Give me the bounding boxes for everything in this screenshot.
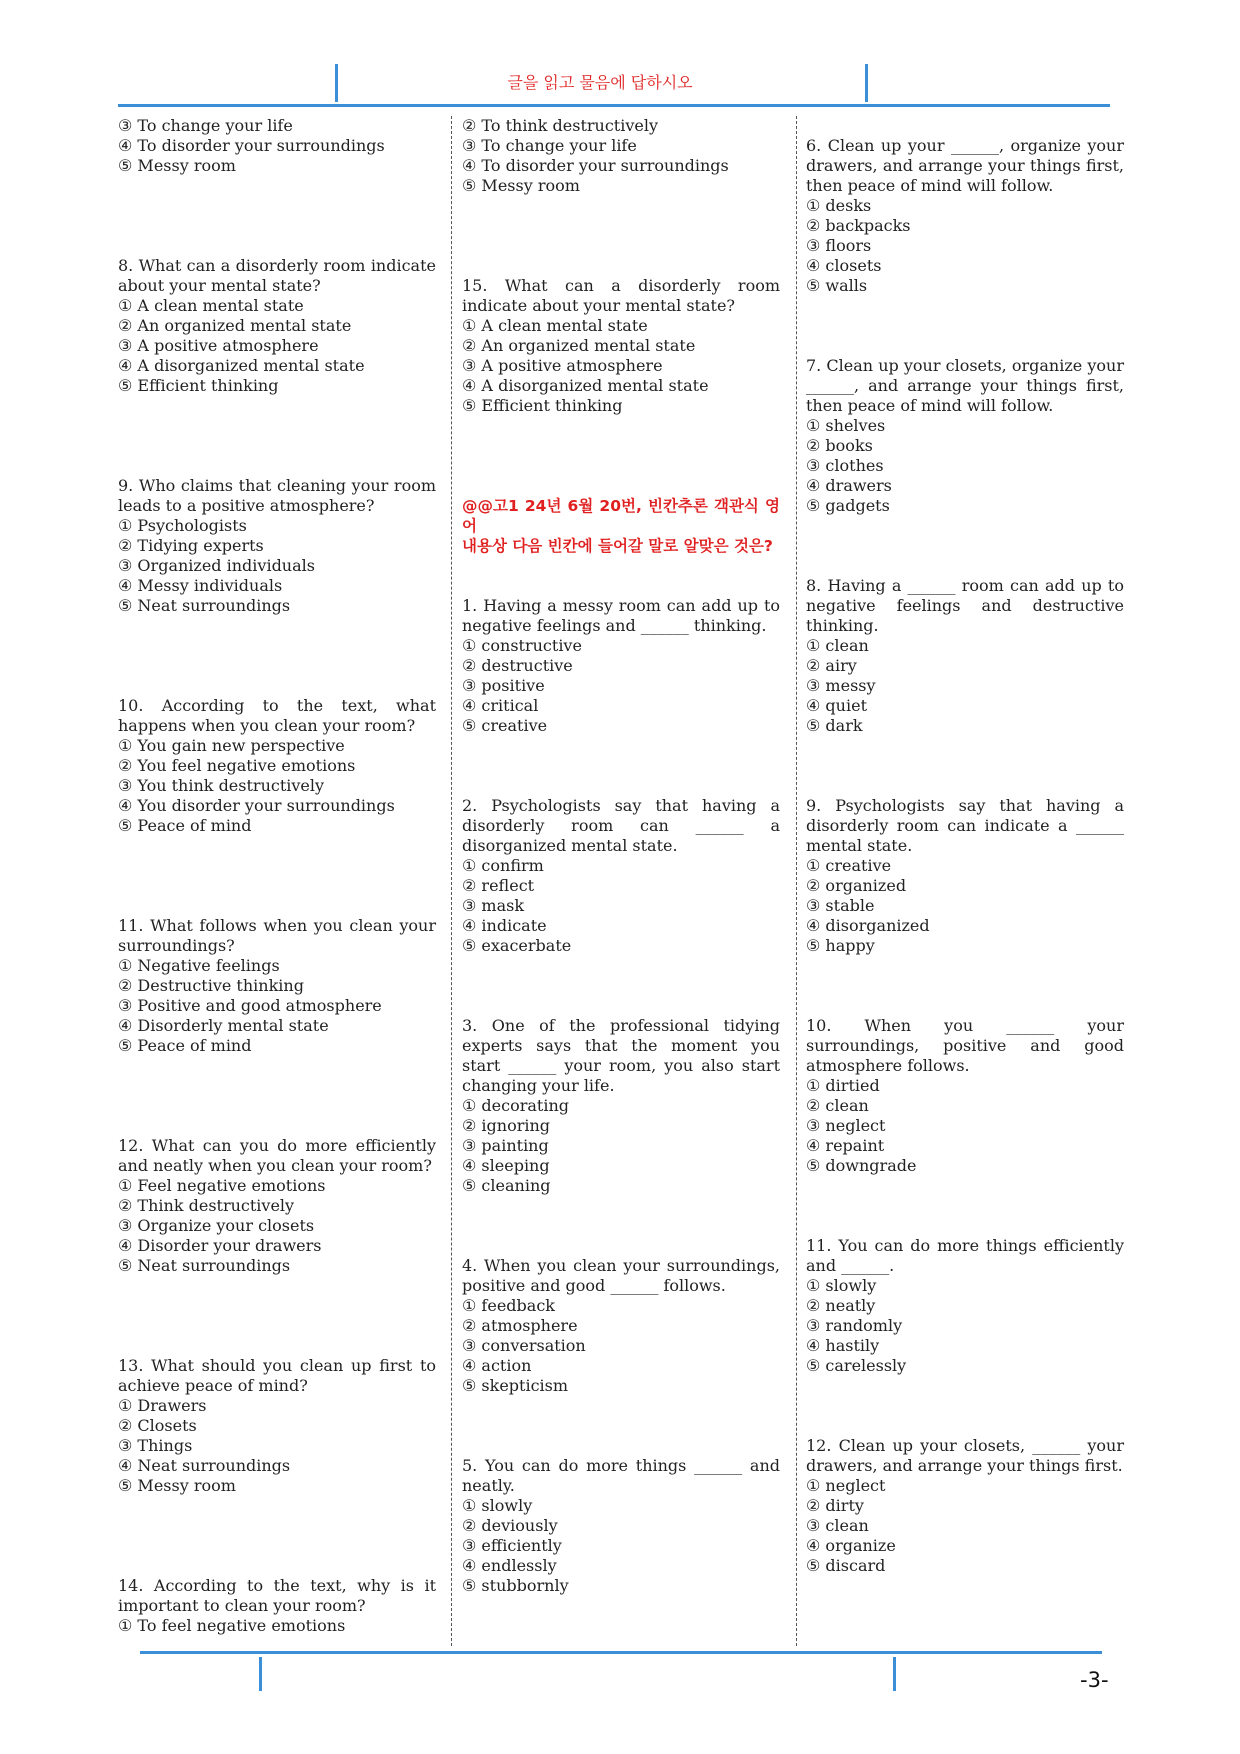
question-stem: 12. What can you do more efficiently and neatly when you clean your room? xyxy=(118,1136,436,1175)
option: ② reflect xyxy=(462,876,535,895)
option: ① Psychologists xyxy=(118,516,247,535)
option: ⑤ skepticism xyxy=(462,1376,569,1395)
option: ④ A disorganized mental state xyxy=(462,376,709,395)
option: ② An organized mental state xyxy=(462,336,696,355)
question-block xyxy=(462,596,780,736)
question-stem: 15. What can a disorderly room indicate about your mental state? xyxy=(462,276,780,315)
page-title: 글을 읽고 물음에 답하시오 xyxy=(507,73,693,92)
question-block xyxy=(806,136,1124,296)
option: ⑤ Peace of mind xyxy=(118,816,252,835)
question-block xyxy=(462,116,780,196)
option: ③ positive xyxy=(462,676,545,695)
option: ① Feel negative emotions xyxy=(118,1176,326,1195)
option: ④ Disorder your drawers xyxy=(118,1236,322,1255)
option: ④ drawers xyxy=(806,476,892,495)
option: ④ quiet xyxy=(806,696,867,715)
option: ① shelves xyxy=(806,416,886,435)
option: ② neatly xyxy=(806,1296,876,1315)
option: ⑤ Neat surroundings xyxy=(118,596,291,615)
question-block xyxy=(462,796,780,956)
question-block xyxy=(806,1236,1124,1376)
option: ④ Messy individuals xyxy=(118,576,283,595)
option: ③ A positive atmosphere xyxy=(462,356,663,375)
option: ③ You think destructively xyxy=(118,776,325,795)
option: ④ A disorganized mental state xyxy=(118,356,365,375)
option: ① feedback xyxy=(462,1296,555,1315)
option: ④ disorganized xyxy=(806,916,930,935)
option: ⑤ discard xyxy=(806,1556,886,1575)
question-stem: 9. Who claims that cleaning your room leads to a positive atmosphere? xyxy=(118,476,436,515)
option: ③ To change your life xyxy=(462,136,637,155)
header-rule xyxy=(118,104,1110,107)
page-number: -3- xyxy=(1080,1668,1109,1692)
section-heading xyxy=(462,496,780,556)
option: ③ Organized individuals xyxy=(118,556,315,575)
question-block xyxy=(118,916,436,1056)
option: ① slowly xyxy=(806,1276,877,1295)
option: ⑤ Peace of mind xyxy=(118,1036,252,1055)
question-block xyxy=(806,796,1124,956)
footer-divider-left xyxy=(259,1657,262,1691)
footer-rule xyxy=(140,1651,1102,1654)
option: ③ Positive and good atmosphere xyxy=(118,996,382,1015)
heading-instruction: 내용상 다음 빈칸에 들어갈 말로 알맞은 것은? xyxy=(462,537,773,555)
option: ③ Organize your closets xyxy=(118,1216,315,1235)
option: ④ To disorder your surroundings xyxy=(462,156,729,175)
option: ② To think destructively xyxy=(462,116,658,135)
option: ② dirty xyxy=(806,1496,864,1515)
option: ⑤ Efficient thinking xyxy=(462,396,623,415)
option: ⑤ exacerbate xyxy=(462,936,572,955)
option: ② Tidying experts xyxy=(118,536,264,555)
option: ⑤ walls xyxy=(806,276,868,295)
option: ① slowly xyxy=(462,1496,533,1515)
question-stem: 8. Having a ______ room can add up to negative feelings and destructive thinking. xyxy=(806,576,1124,635)
option: ① A clean mental state xyxy=(462,316,648,335)
option: ④ repaint xyxy=(806,1136,885,1155)
option: ⑤ gadgets xyxy=(806,496,890,515)
question-stem: 10. According to the text, what happens when you clean your room? xyxy=(118,696,436,735)
question-block xyxy=(462,1456,780,1596)
option: ③ mask xyxy=(462,896,525,915)
question-block xyxy=(462,1256,780,1396)
option: ④ Neat surroundings xyxy=(118,1456,291,1475)
option: ③ clothes xyxy=(806,456,884,475)
option: ② An organized mental state xyxy=(118,316,352,335)
option: ⑤ cleaning xyxy=(462,1176,551,1195)
question-block xyxy=(806,576,1124,736)
option: ③ efficiently xyxy=(462,1536,562,1555)
option: ④ sleeping xyxy=(462,1156,550,1175)
option: ③ To change your life xyxy=(118,116,293,135)
question-stem: 5. You can do more things ______ and neatly. xyxy=(462,1456,780,1495)
option: ② destructive xyxy=(462,656,573,675)
question-block xyxy=(118,1356,436,1496)
option: ⑤ Efficient thinking xyxy=(118,376,279,395)
option: ⑤ stubbornly xyxy=(462,1576,569,1595)
question-stem: 6. Clean up your ______, organize your drawers, and arrange your things first, then peace of mind will follow. xyxy=(806,136,1124,195)
heading-line: @@고1 24년 6월 20번, 빈칸추론 객관식 영어 xyxy=(462,497,780,535)
question-stem: 13. What should you clean up first to achieve peace of mind? xyxy=(118,1356,436,1395)
option: ② Think destructively xyxy=(118,1196,295,1215)
question-block xyxy=(118,116,436,176)
option: ① clean xyxy=(806,636,869,655)
option: ③ randomly xyxy=(806,1316,903,1335)
option: ④ Disorderly mental state xyxy=(118,1016,329,1035)
option: ① To feel negative emotions xyxy=(118,1616,346,1635)
option: ① You gain new perspective xyxy=(118,736,345,755)
question-stem: 11. What follows when you clean your surroundings? xyxy=(118,916,436,955)
question-stem: 2. Psychologists say that having a disorderly room can ______ a disorganized mental state. xyxy=(462,796,780,855)
question-block xyxy=(118,696,436,836)
question-stem: 10. When you ______ your surroundings, positive and good atmosphere follows. xyxy=(806,1016,1124,1075)
option: ③ painting xyxy=(462,1136,549,1155)
option: ③ clean xyxy=(806,1516,869,1535)
option: ④ critical xyxy=(462,696,539,715)
option: ① confirm xyxy=(462,856,544,875)
option: ② Closets xyxy=(118,1416,197,1435)
question-block xyxy=(462,276,780,416)
question-block xyxy=(118,256,436,396)
option: ① Negative feelings xyxy=(118,956,280,975)
column-separator-1 xyxy=(451,116,452,1646)
column-separator-2 xyxy=(796,116,797,1646)
option: ⑤ carelessly xyxy=(806,1356,907,1375)
option: ② organized xyxy=(806,876,907,895)
header-divider-left xyxy=(335,64,338,102)
option: ① A clean mental state xyxy=(118,296,304,315)
option: ① constructive xyxy=(462,636,582,655)
option: ① neglect xyxy=(806,1476,886,1495)
option: ② ignoring xyxy=(462,1116,551,1135)
option: ② books xyxy=(806,436,873,455)
question-stem: 3. One of the professional tidying experts says that the moment you start ______ your room, you also start changing your life. xyxy=(462,1016,780,1095)
option: ⑤ downgrade xyxy=(806,1156,917,1175)
option: ③ conversation xyxy=(462,1336,586,1355)
option: ⑤ Messy room xyxy=(118,156,236,175)
option: ④ indicate xyxy=(462,916,547,935)
option: ② Destructive thinking xyxy=(118,976,304,995)
option: ④ organize xyxy=(806,1536,896,1555)
option: ⑤ creative xyxy=(462,716,548,735)
option: ③ messy xyxy=(806,676,876,695)
option: ⑤ Messy room xyxy=(462,176,580,195)
option: ④ hastily xyxy=(806,1336,880,1355)
option: ① creative xyxy=(806,856,892,875)
option: ② You feel negative emotions xyxy=(118,756,356,775)
header-divider-right xyxy=(865,64,868,102)
option: ① desks xyxy=(806,196,872,215)
option: ⑤ Messy room xyxy=(118,1476,236,1495)
option: ⑤ Neat surroundings xyxy=(118,1256,291,1275)
option: ④ closets xyxy=(806,256,882,275)
option: ④ action xyxy=(462,1356,532,1375)
option: ④ You disorder your surroundings xyxy=(118,796,395,815)
question-stem: 8. What can a disorderly room indicate about your mental state? xyxy=(118,256,436,295)
option: ① dirtied xyxy=(806,1076,880,1095)
question-stem: 7. Clean up your closets, organize your ______, and arrange your things first, then peace of mind will follow. xyxy=(806,356,1124,415)
option: ③ stable xyxy=(806,896,875,915)
footer-divider-right xyxy=(893,1657,896,1691)
option: ② clean xyxy=(806,1096,869,1115)
question-block xyxy=(462,1016,780,1196)
question-stem: 4. When you clean your surroundings, positive and good ______ follows. xyxy=(462,1256,780,1295)
option: ③ neglect xyxy=(806,1116,886,1135)
option: ② atmosphere xyxy=(462,1316,578,1335)
option: ④ To disorder your surroundings xyxy=(118,136,385,155)
option: ④ endlessly xyxy=(462,1556,557,1575)
option: ① Drawers xyxy=(118,1396,207,1415)
question-block xyxy=(806,1436,1124,1576)
question-stem: 12. Clean up your closets, ______ your drawers, and arrange your things first. xyxy=(806,1436,1124,1475)
question-stem: 1. Having a messy room can add up to negative feelings and ______ thinking. xyxy=(462,596,780,635)
option: ⑤ happy xyxy=(806,936,875,955)
option: ⑤ dark xyxy=(806,716,863,735)
question-block xyxy=(118,1576,436,1636)
question-block xyxy=(118,1136,436,1276)
question-block xyxy=(806,356,1124,516)
question-stem: 11. You can do more things efficiently and ______. xyxy=(806,1236,1124,1275)
option: ③ floors xyxy=(806,236,872,255)
question-block xyxy=(118,476,436,616)
option: ① decorating xyxy=(462,1096,570,1115)
option: ③ A positive atmosphere xyxy=(118,336,319,355)
question-stem: 14. According to the text, why is it important to clean your room? xyxy=(118,1576,436,1615)
option: ② deviously xyxy=(462,1516,558,1535)
question-block xyxy=(806,1016,1124,1176)
option: ② backpacks xyxy=(806,216,911,235)
question-stem: 9. Psychologists say that having a disorderly room can indicate a ______ mental state. xyxy=(806,796,1124,855)
option: ② airy xyxy=(806,656,857,675)
option: ③ Things xyxy=(118,1436,193,1455)
